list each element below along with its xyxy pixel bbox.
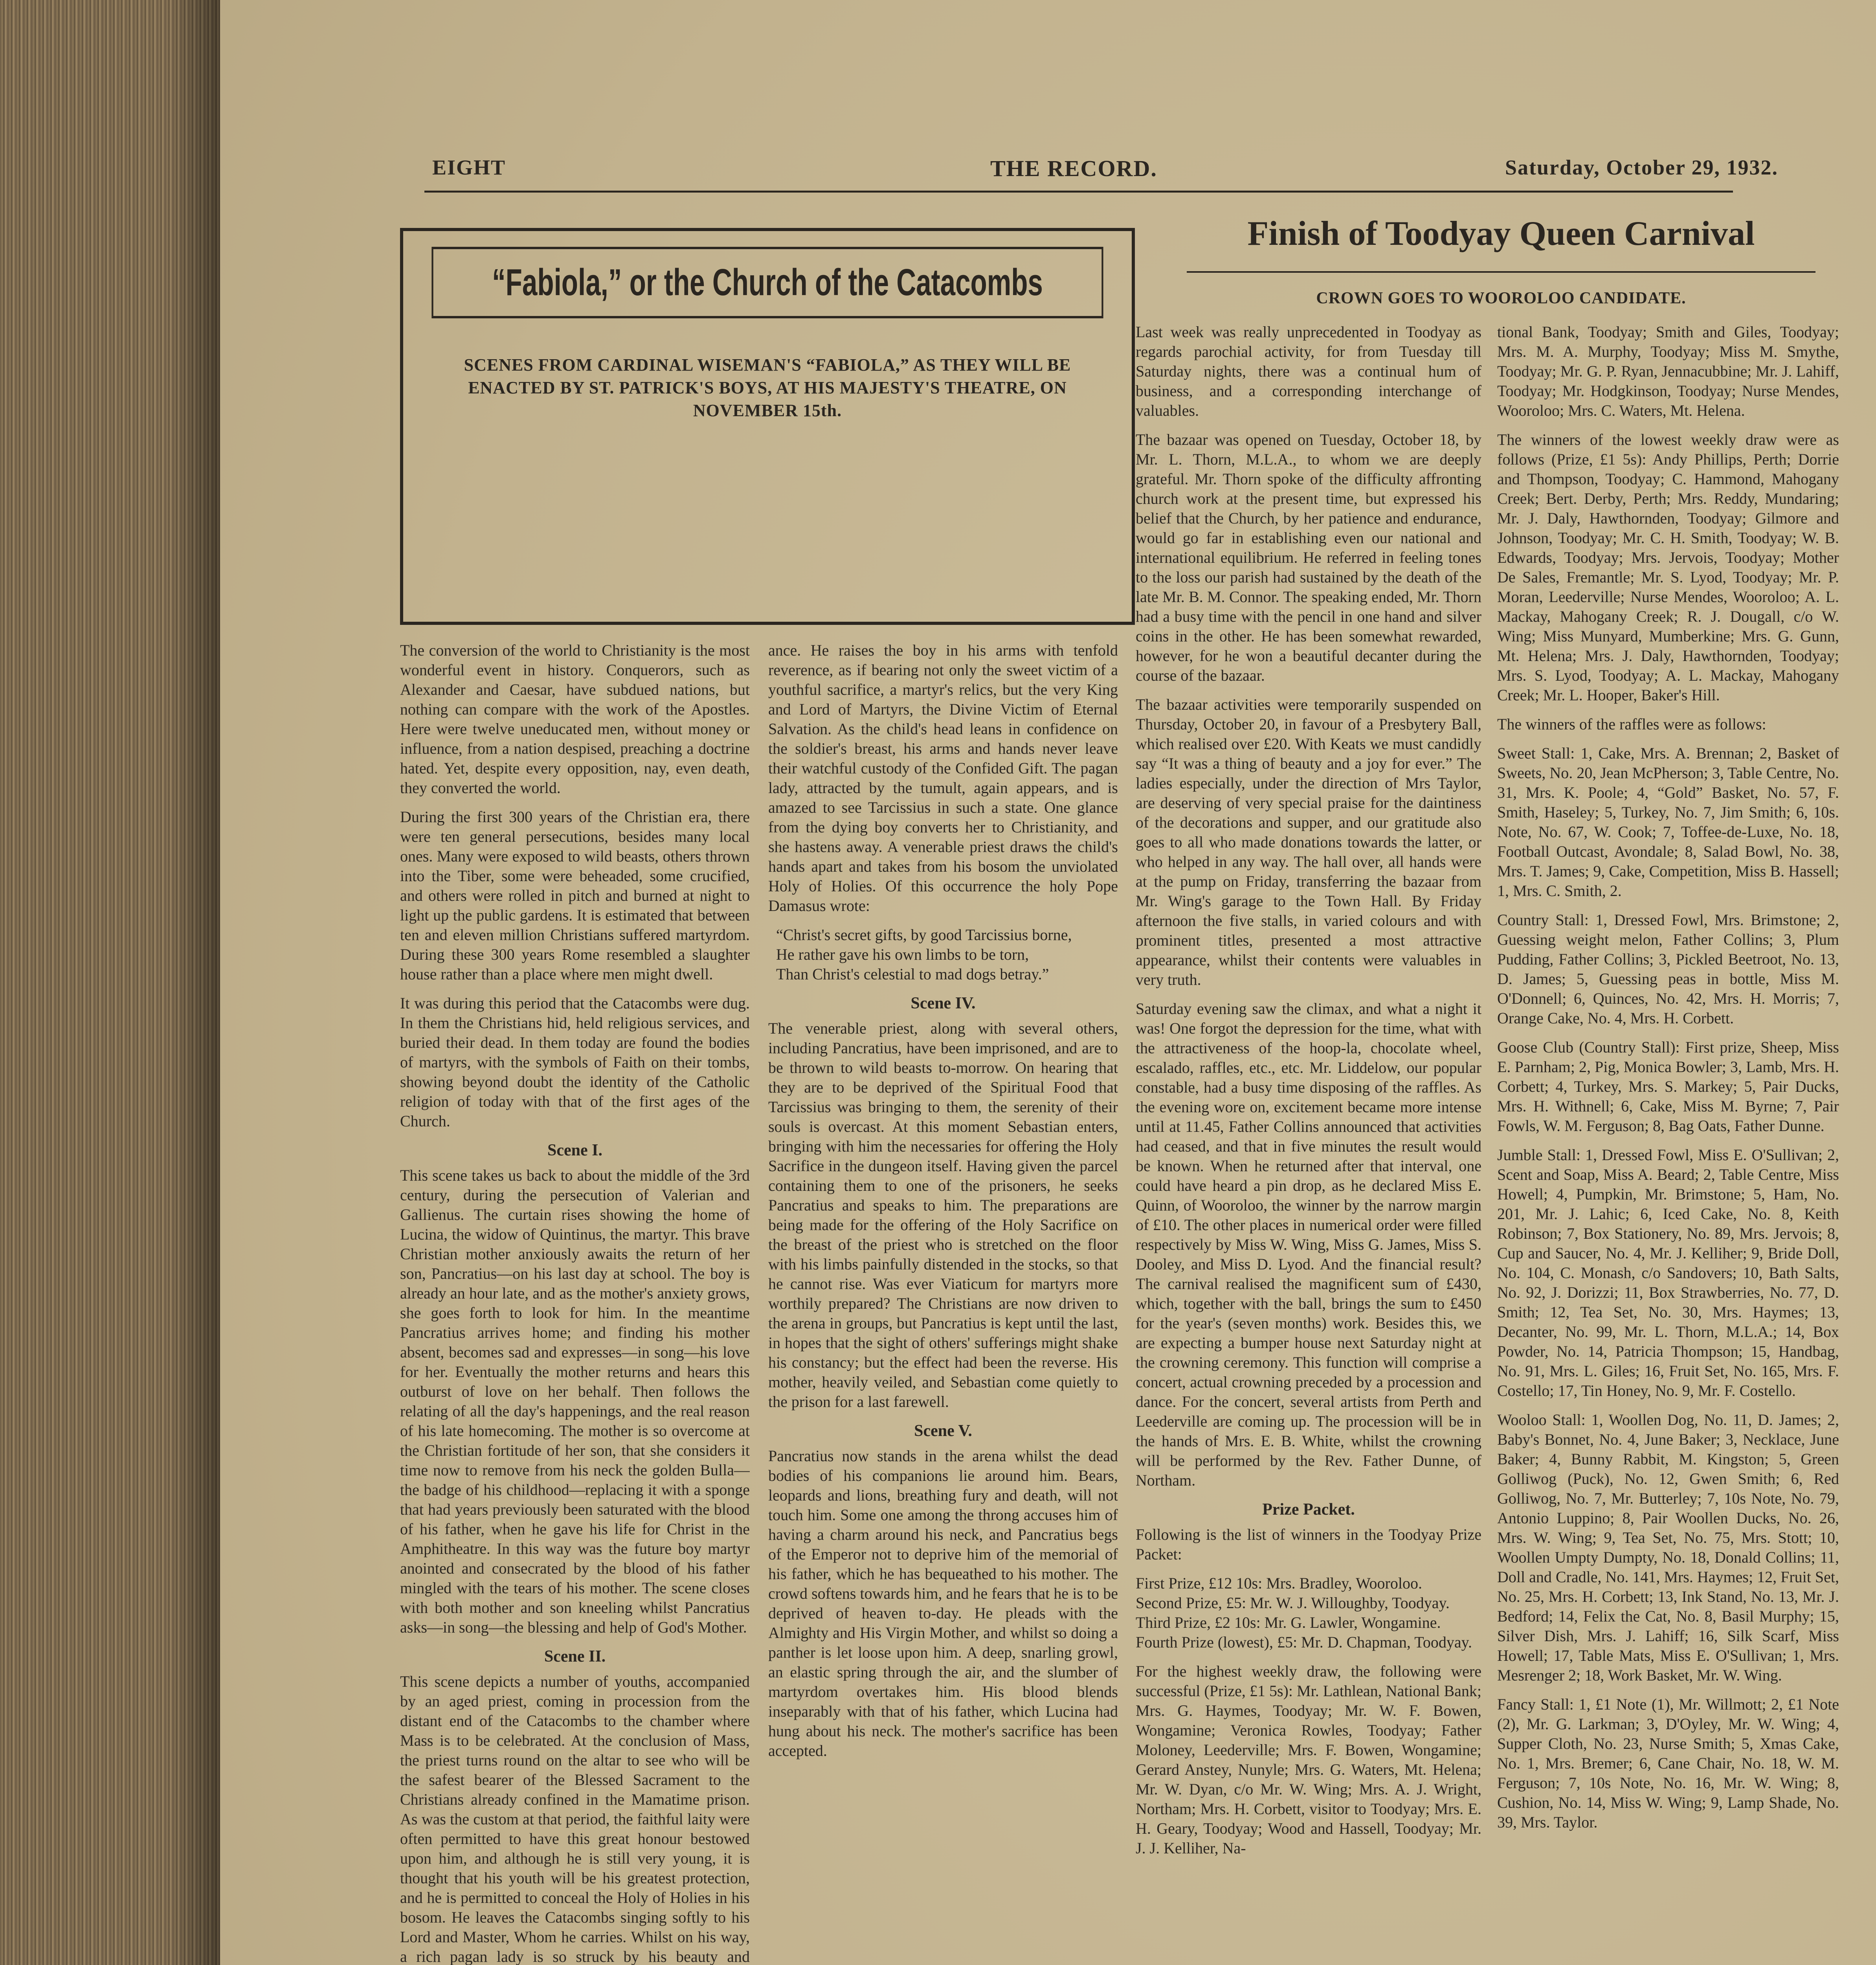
weekly-draw-text: For the highest weekly draw, the following were successful (Prize, £1 5s): Mr. Lathlean, National Bank; Mrs. G. Haymes, Toodyay; Mr. W. F. Bowen, Wongamine; Veronica Rowles, Toodyay; Father Moloney, Leederville; Mrs. F. Bowen, Wongamine; Gerard Anstey, Nunyle; Mrs. G. Waters, Mt. Helena; Mr. W. Dyan, c/o Mr. W. Wing; Mrs. A. J. Wright, Northam; Mrs. H. Corbett, visitor to Toodyay; Mrs. E. H. Geary, Toodyay; Wood and Hassell, Toodyay; Mr. J. J. Kelliher, Na- xyxy=(1136,1662,1481,1857)
toodyay-title-rule xyxy=(1187,271,1815,273)
winners-paragraph: Country Stall: 1, Dressed Fowl, Mrs. Brimstone; 2, Guessing weight melon, Father Collins; 3, Plum Pudding, Father Collins; 3, Pickled Beetroot, No. 13, D. James; 5, Guessing peas in bottle, Miss M. O'Donnell; 6, Quinces, No. 42, Mrs. H. Morris; 7, Orange Cake, No. 4, Mrs. H. Corbett. xyxy=(1497,911,1839,1027)
winners-paragraph: Sweet Stall: 1, Cake, Mrs. A. Brennan; 2, Basket of Sweets, No. 20, Jean McPherson; 3, Table Centre, No. 31, Mrs. K. Poole; 4, “Gold” Basket, No. 57, F. Smith, Haseley; 5, Turkey, No. 7, Jim Smith; 6, 10s. Note, No. 67, W. Cook; 7, Toffee-de-Luxe, No. 18, Football Outcast, Avondale; 8, Salad Bowl, No. 38, Mrs. T. James; 9, Cake, Competition, Miss B. Hassell; 1, Mrs. C. Smith, 2. xyxy=(1497,744,1839,900)
scene-5-text: Pancratius now stands in the arena whilst the dead bodies of his companions lie around him. Bears, leopards and lions, breathing fury and death, will not touch him. Some one among the throng accuses him of having a charm around his neck, and Pancratius begs of the Emperor not to deprive him of the memorial of his father, which he has bequeathed to his mother. The crowd softens towards him, and he fears that he is to be deprived of heaven to-day. He pleads with the Almighty and His Virgin Mother, and whilst so doing a panther is let loose upon him. A deep, snarling growl, an elastic spring through the air, and the slumber of martyrdom overtakes him. His blood blends inseparably with that of his father, which Lucina had hung about his neck. The mother's sacrifice has been accepted. xyxy=(768,1447,1118,1759)
intro-paragraph: It was during this period that the Catacombs were dug. In them the Christians hid, held religious services, and buried their dead. In them today are found the bodies of martyrs, with the symbols of Faith on their tombs, showing beyond doubt the identity of the Catholic religion of today with that of the first ages of the Church. xyxy=(400,994,750,1130)
newspaper-page xyxy=(220,0,1876,1965)
intro-paragraph: During the first 300 years of the Christian era, there were ten general persecutions, besides many local ones. Many were exposed to wild beasts, others thrown into the Tiber, some were beheaded, some crucified, and others were rolled in pitch and burned at night to light up the public gardens. It is estimated that between ten and eleven million Christians suffered martyrdom. During these 300 years Rome resembled a slaughter house rather than a place where men might dwell. xyxy=(400,808,750,983)
page-number: EIGHT xyxy=(432,156,506,179)
damasus-poem xyxy=(776,925,1118,984)
header-rule xyxy=(424,191,1733,193)
intro-paragraph: The conversion of the world to Christianity is the most wonderful event in history. Conquerors, such as Alexander and Caesar, have subdued nations, but nothing can compare with the work of the Apostles. Here were twelve uneducated men, without money or influence, from a nation despised, preaching a doctrine hated. Yet, despite every opposition, nay, even death, they converted the world. xyxy=(400,641,750,797)
gutter-shadow xyxy=(169,0,224,1965)
winners-paragraph: Wooloo Stall: 1, Woollen Dog, No. 11, D. James; 2, Baby's Bonnet, No. 4, June Baker; 3, Necklace, June Baker; 4, Bunny Rabbit, M. Kingston; 5, Green Golliwog (Puck), No. 12, Gwen Smith; 6, Red Golliwog, No. 7, Mr. Butterley; 7, 10s Note, No. 79, Antonio Luppino; 8, Pair Woollen Ducks, No. 26, Mrs. W. Wing; 9, Tea Set, No. 75, Mrs. Stott; 10, Woollen Umpty Dumpty, No. 18, Donald Collins; 11, Doll and Cradle, No. 141, Mrs. Haymes; 12, Fruit Set, No. 25, Mrs. H. Corbett; 13, Ink Stand, No. 13, Mr. J. Bedford; 14, Felix the Cat, No. 8, Basil Murphy; 15, Silver Dish, Mrs. J. Lahiff; 16, Silk Scarf, Miss Howell; 17, Table Mats, Miss E. O'Sullivan; 1, Mrs. Mesrenger 2; 18, Work Basket, Mr. W. Wing. xyxy=(1497,1411,1839,1684)
fabiola-title: “Fabiola,” or the Church of the Catacombs xyxy=(431,247,1103,318)
prize-row: Fourth Prize (lowest), £5: Mr. D. Chapman, Toodyay. xyxy=(1136,1633,1472,1651)
fabiola-header-box xyxy=(400,228,1135,625)
prize-intro: Following is the list of winners in the Toodyay Prize Packet: xyxy=(1136,1526,1481,1563)
winners-paragraph: The winners of the lowest weekly draw were as follows (Prize, £1 5s): Andy Phillips, Perth; Dorrie and Thompson, Toodyay; C. Hammond, Mahogany Creek; Bert. Derby, Perth; Mrs. Reddy, Mundaring; Mr. J. Daly, Hawthornden, Toodyay; Gilmore and Johnson, Toodyay; Mr. C. H. Smith, Toodyay; W. B. Edwards, Toodyay; Mrs. Jervois, Toodyay; Mother De Sales, Fremantle; Mr. S. Lyod, Toodyay; Mr. P. Moran, Leederville; Nurse Mendes, Wooroloo; A. L. Mackay, Mahogany Creek; R. J. Dougall, c/o W. Wing; Miss Munyard, Mumberkine; Mrs. G. Gunn, Mt. Helena; Mrs. J. Daly, Hawthornden, Toodyay; Mrs. S. Lyod, Toodyay; A. L. Mackay, Mahogany Creek; Mr. L. Hooper, Baker's Hill. xyxy=(1497,431,1839,704)
toodyay-subtitle: CROWN GOES TO WOOROLOO CANDIDATE. xyxy=(1316,289,1686,307)
toodyay-title: Finish of Toodyay Queen Carnival xyxy=(1247,215,1755,253)
scene-1-text: This scene takes us back to about the middle of the 3rd century, during the persecution of Valerian and Gallienus. The curtain rises showing the home of Lucina, the widow of Quintinus, the martyr. This brave Christian mother anxiously awaits the return of her son, Pancratius—on his last day at school. The boy is already an hour late, and as the mother's anxiety grows, she goes forth to look for him. In the meantime Pancratius arrives home; and finding his mother absent, becomes sad and expresses—in song—his love for her. Eventually the mother returns and hears this outburst of love on her behalf. Then follows the relating of all the day's happenings, and the real reason of his late homecoming. The mother is so overcome at the Christian fortitude of her son, that she considers it time now to remove from his neck the golden Bulla—the badge of his childhood—replacing it with a sponge that had years previously been saturated with the blood of his father, when he gave his life for Christ in the Amphitheatre. In this way was the future boy martyr anointed and consecrated by the blood of his father mingled with the tears of his mother. The scene closes with both mother and son kneeling whilst Pancratius asks—in song—the blessing and help of God's Mother. xyxy=(400,1166,750,1636)
scene-5-heading: Scene V. xyxy=(914,1422,972,1440)
scene-2-text: This scene depicts a number of youths, accompanied by an aged priest, coming in procession from the distant end of the Catacombs to the chamber where Mass is to be celebrated. At the conclusion of Mass, the priest turns round on the altar to see who will be the safest bearer of the Blessed Sacrament to the Christians already confined in the Mamatime prison. As was the custom at that period, the faithful laity were often permitted to have this great honour bestowed upon him, and although he is still very young, it is thought that his youth will be his greatest protection, and he is permitted to conceal the Holy of Holies in his bosom. He leaves the Catacombs singing softly to his Lord and Master, Whom he carries. Whilst on his way, a rich pagan lady is so struck by his beauty and xyxy=(400,1673,750,1965)
toodyay-column-4 xyxy=(1497,322,1839,1965)
toodyay-paragraph: The bazaar was opened on Tuesday, October 18, by Mr. L. Thorn, M.L.A., to whom we are deeply grateful. Mr. Thorn spoke of the difficulty affronting church work at the present time, but expressed his belief that the Church, by her patience and endurance, would go far in establishing even our national and international equilibrium. He referred in feeling tones to the loss our parish had sustained by the death of the late Mr. B. M. Connor. The speaking ended, Mr. Thorn had a busy time with the pencil in one hand and silver coins in the other. He has been somewhat rewarded, however, for he won a beautiful decanter during the course of the bazaar. xyxy=(1136,431,1481,684)
prize-row: First Prize, £12 10s: Mrs. Bradley, Wooroloo. xyxy=(1136,1574,1422,1592)
winners-paragraph: Jumble Stall: 1, Dressed Fowl, Miss E. O'Sullivan; 2, Scent and Soap, Miss A. Beard; 2, Table Centre, Miss Howell; 4, Pumpkin, Mr. Brimstone; 5, Ham, No. 201, Mr. J. Lahic; 6, Iced Cake, No. 8, Keith Robinson; 7, Box Stationery, No. 89, Mrs. Jervois; 8, Cup and Saucer, No. 4, Mr. J. Kelliher; 9, Bride Doll, No. 104, C. Monash, c/o Sandovers; 10, Bath Salts, No. 92, J. Dorizzi; 11, Box Strawberries, No. 77, D. Smith; 12, Tea Set, No. 30, Mrs. Haymes; 13, Decanter, No. 99, Mr. L. Thorn, M.L.A.; 14, Box Powder, No. 14, Patricia Thompson; 15, Handbag, No. 91, Mrs. L. Giles; 16, Fruit Set, No. 165, Mrs. F. Costello; 17, Tin Honey, No. 9, Mr. F. Costello. xyxy=(1497,1146,1839,1399)
fabiola-column-1 xyxy=(400,641,750,1965)
issue-date: Saturday, October 29, 1932. xyxy=(1505,156,1779,179)
continuation-text: ance. He raises the boy in his arms with tenfold reverence, as if bearing not only the sweet victim of a youthful sacrifice, a martyr's relics, but the very King and Lord of Martyrs, the Divine Victim of Eternal Salvation. As the child's head leans in confidence on the soldier's breast, his arms and hands never leave their watchful custody of the Confided Gift. The pagan lady, attracted by the tumult, again appears, and is amazed to see Tarcissius in such a state. One glance from the dying boy converts her to Christianity, and she hastens away. A venerable priest draws the child's hands apart and takes from his bosom the unviolated Holy of Holies. Of this occurrence the holy Pope Damasus wrote: xyxy=(768,641,1118,915)
winners-paragraph: The winners of the raffles were as follows: xyxy=(1497,715,1766,733)
prize-packet-heading: Prize Packet. xyxy=(1262,1500,1355,1519)
toodyay-column-3 xyxy=(1136,322,1481,1965)
scene-2-heading: Scene II. xyxy=(544,1647,606,1666)
poem-line: Than Christ's celestial to mad dogs betray.” xyxy=(776,965,1049,983)
prize-row: Second Prize, £5: Mr. W. J. Willoughby, Toodyay. xyxy=(1136,1594,1450,1612)
poem-line: “Christ's secret gifts, by good Tarcissius borne, xyxy=(776,926,1072,944)
scene-1-heading: Scene I. xyxy=(547,1141,602,1159)
fabiola-column-2 xyxy=(768,641,1118,1953)
poem-line: He rather gave his own limbs to be torn, xyxy=(776,946,1029,963)
toodyay-paragraph: Saturday evening saw the climax, and what a night it was! One forgot the depression for the time, what with the attractiveness of the hoop-la, chocolate wheel, escalado, raffles, etc., etc. Mr. Liddelow, our popular constable, had a busy time disposing of the raffles. As the evening wore on, excitement became more intense until at 11.45, Father Collins announced that activities had ceased, and that in five minutes the result would be known. When he returned after that interval, one could have heard a pin drop, as he declared Miss E. Quinn, of Wooroloo, the winner by the narrow margin of £10. The other places in numerical order were filled respectively by Miss W. Wing, Miss G. James, Miss S. Dooley, and Miss D. Lyod. And the financial result? The carnival realised the magnificent sum of £430, which, together with the ball, brings the sum to £450 for the year's (seven months) work. Besides this, we are expecting a bumper house next Saturday night at the crowning ceremony. This function will comprise a concert, actual crowning preceded by a procession and dance. For the concert, several artists from Perth and Leederville are coming up. The procession will be in the hands of Mrs. E. B. White, whilst the crowning will be performed by the Rev. Father Dunne, of Northam. xyxy=(1136,1000,1481,1489)
fabiola-subtitle: SCENES FROM CARDINAL WISEMAN'S “FABIOLA,” AS THEY WILL BE ENACTED BY ST. PATRICK'S BOYS, AT HIS MAJESTY'S THEATRE, ON NOVEMBER 15th. xyxy=(464,355,1071,420)
winners-paragraph: Goose Club (Country Stall): First prize, Sheep, Miss E. Parnham; 2, Pig, Monica Bowler; 3, Lamb, Mrs. H. Corbett; 4, Turkey, Mrs. S. Markey; 5, Pair Ducks, Mrs. H. Withnell; 6, Cake, Miss M. Byrne; 7, Pair Fowls, W. M. Ferguson; 8, Bag Oats, Father Dunne. xyxy=(1497,1038,1839,1135)
toodyay-paragraph: Last week was really unprecedented in Toodyay as regards parochial activity, for from Tuesday till Saturday nights, there was a continual hum of business, and a corresponding interchange of valuables. xyxy=(1136,323,1481,419)
toodyay-paragraph: The bazaar activities were temporarily suspended on Thursday, October 20, in favour of a Presbytery Ball, which realised over £20. With Keats we must candidly say “It was a thing of beauty and a joy for ever.” The ladies especially, under the direction of Mrs Taylor, are deserving of very special praise for the daintiness of the decorations and supper, and our gratitude also goes to all who made donations towards the latter, or who helped in any way. The hall over, all hands were at the pump on Friday, transferring the bazaar from Mr. Wing's garage to the Town Hall. By Friday afternoon the five stalls, in varied colours and with prominent titles, presented a most attractive appearance, whilst their contents were valuables in very truth. xyxy=(1136,696,1481,988)
masthead: THE RECORD. xyxy=(990,156,1157,181)
winners-paragraph: Fancy Stall: 1, £1 Note (1), Mr. Willmott; 2, £1 Note (2), Mr. G. Larkman; 3, D'Oyley, Mr. W. Wing; 4, Supper Cloth, No. 23, Nurse Smith; 5, Xmas Cake, No. 1, Mrs. Bremer; 6, Cane Chair, No. 18, W. M. Ferguson; 7, 10s Note, No. 16, Mr. W. Wing; 8, Cushion, No. 14, Miss W. Wing; 9, Lamp Shade, No. 39, Mrs. Taylor. xyxy=(1497,1695,1839,1831)
scene-4-heading: Scene IV. xyxy=(910,994,976,1012)
scene-4-text: The venerable priest, along with several others, including Pancratius, have been imprisoned, and are to be thrown to wild beasts to-morrow. On hearing that they are to be deprived of the Spiritual Food that Tarcissius was bringing to them, the serenity of their souls is overcast. At this moment Sebastian enters, bringing with him the necessaries for offering the Holy Sacrifice in the dungeon itself. Having given the parcel containing them to one of the prisoners, he seeks Pancratius and speaks to him. The preparations are being made for the offering of the Holy Sacrifice on the breast of the priest who is stretched on the floor with his limbs painfully distended in the stocks, so that he cannot rise. Was ever Viaticum for martyrs more worthily prepared? The Christians are now driven to the arena in groups, but Pancratius is kept until the last, in hopes that the sight of others' sufferings might shake his constancy; but the effect had been the reverse. His mother, heavily veiled, and Sebastian come quietly to the prison for a last farewell. xyxy=(768,1019,1118,1410)
prize-row: Third Prize, £2 10s: Mr. G. Lawler, Wongamine. xyxy=(1136,1614,1441,1631)
winners-paragraph: tional Bank, Toodyay; Smith and Giles, Toodyay; Mrs. M. A. Murphy, Toodyay; Miss M. Smythe, Toodyay; Mr. G. P. Ryan, Jennacubbine; Mr. J. Lahiff, Toodyay; Mr. Hodgkinson, Toodyay; Nurse Mendes, Wooroloo; Mrs. C. Waters, Mt. Helena. xyxy=(1497,323,1839,419)
